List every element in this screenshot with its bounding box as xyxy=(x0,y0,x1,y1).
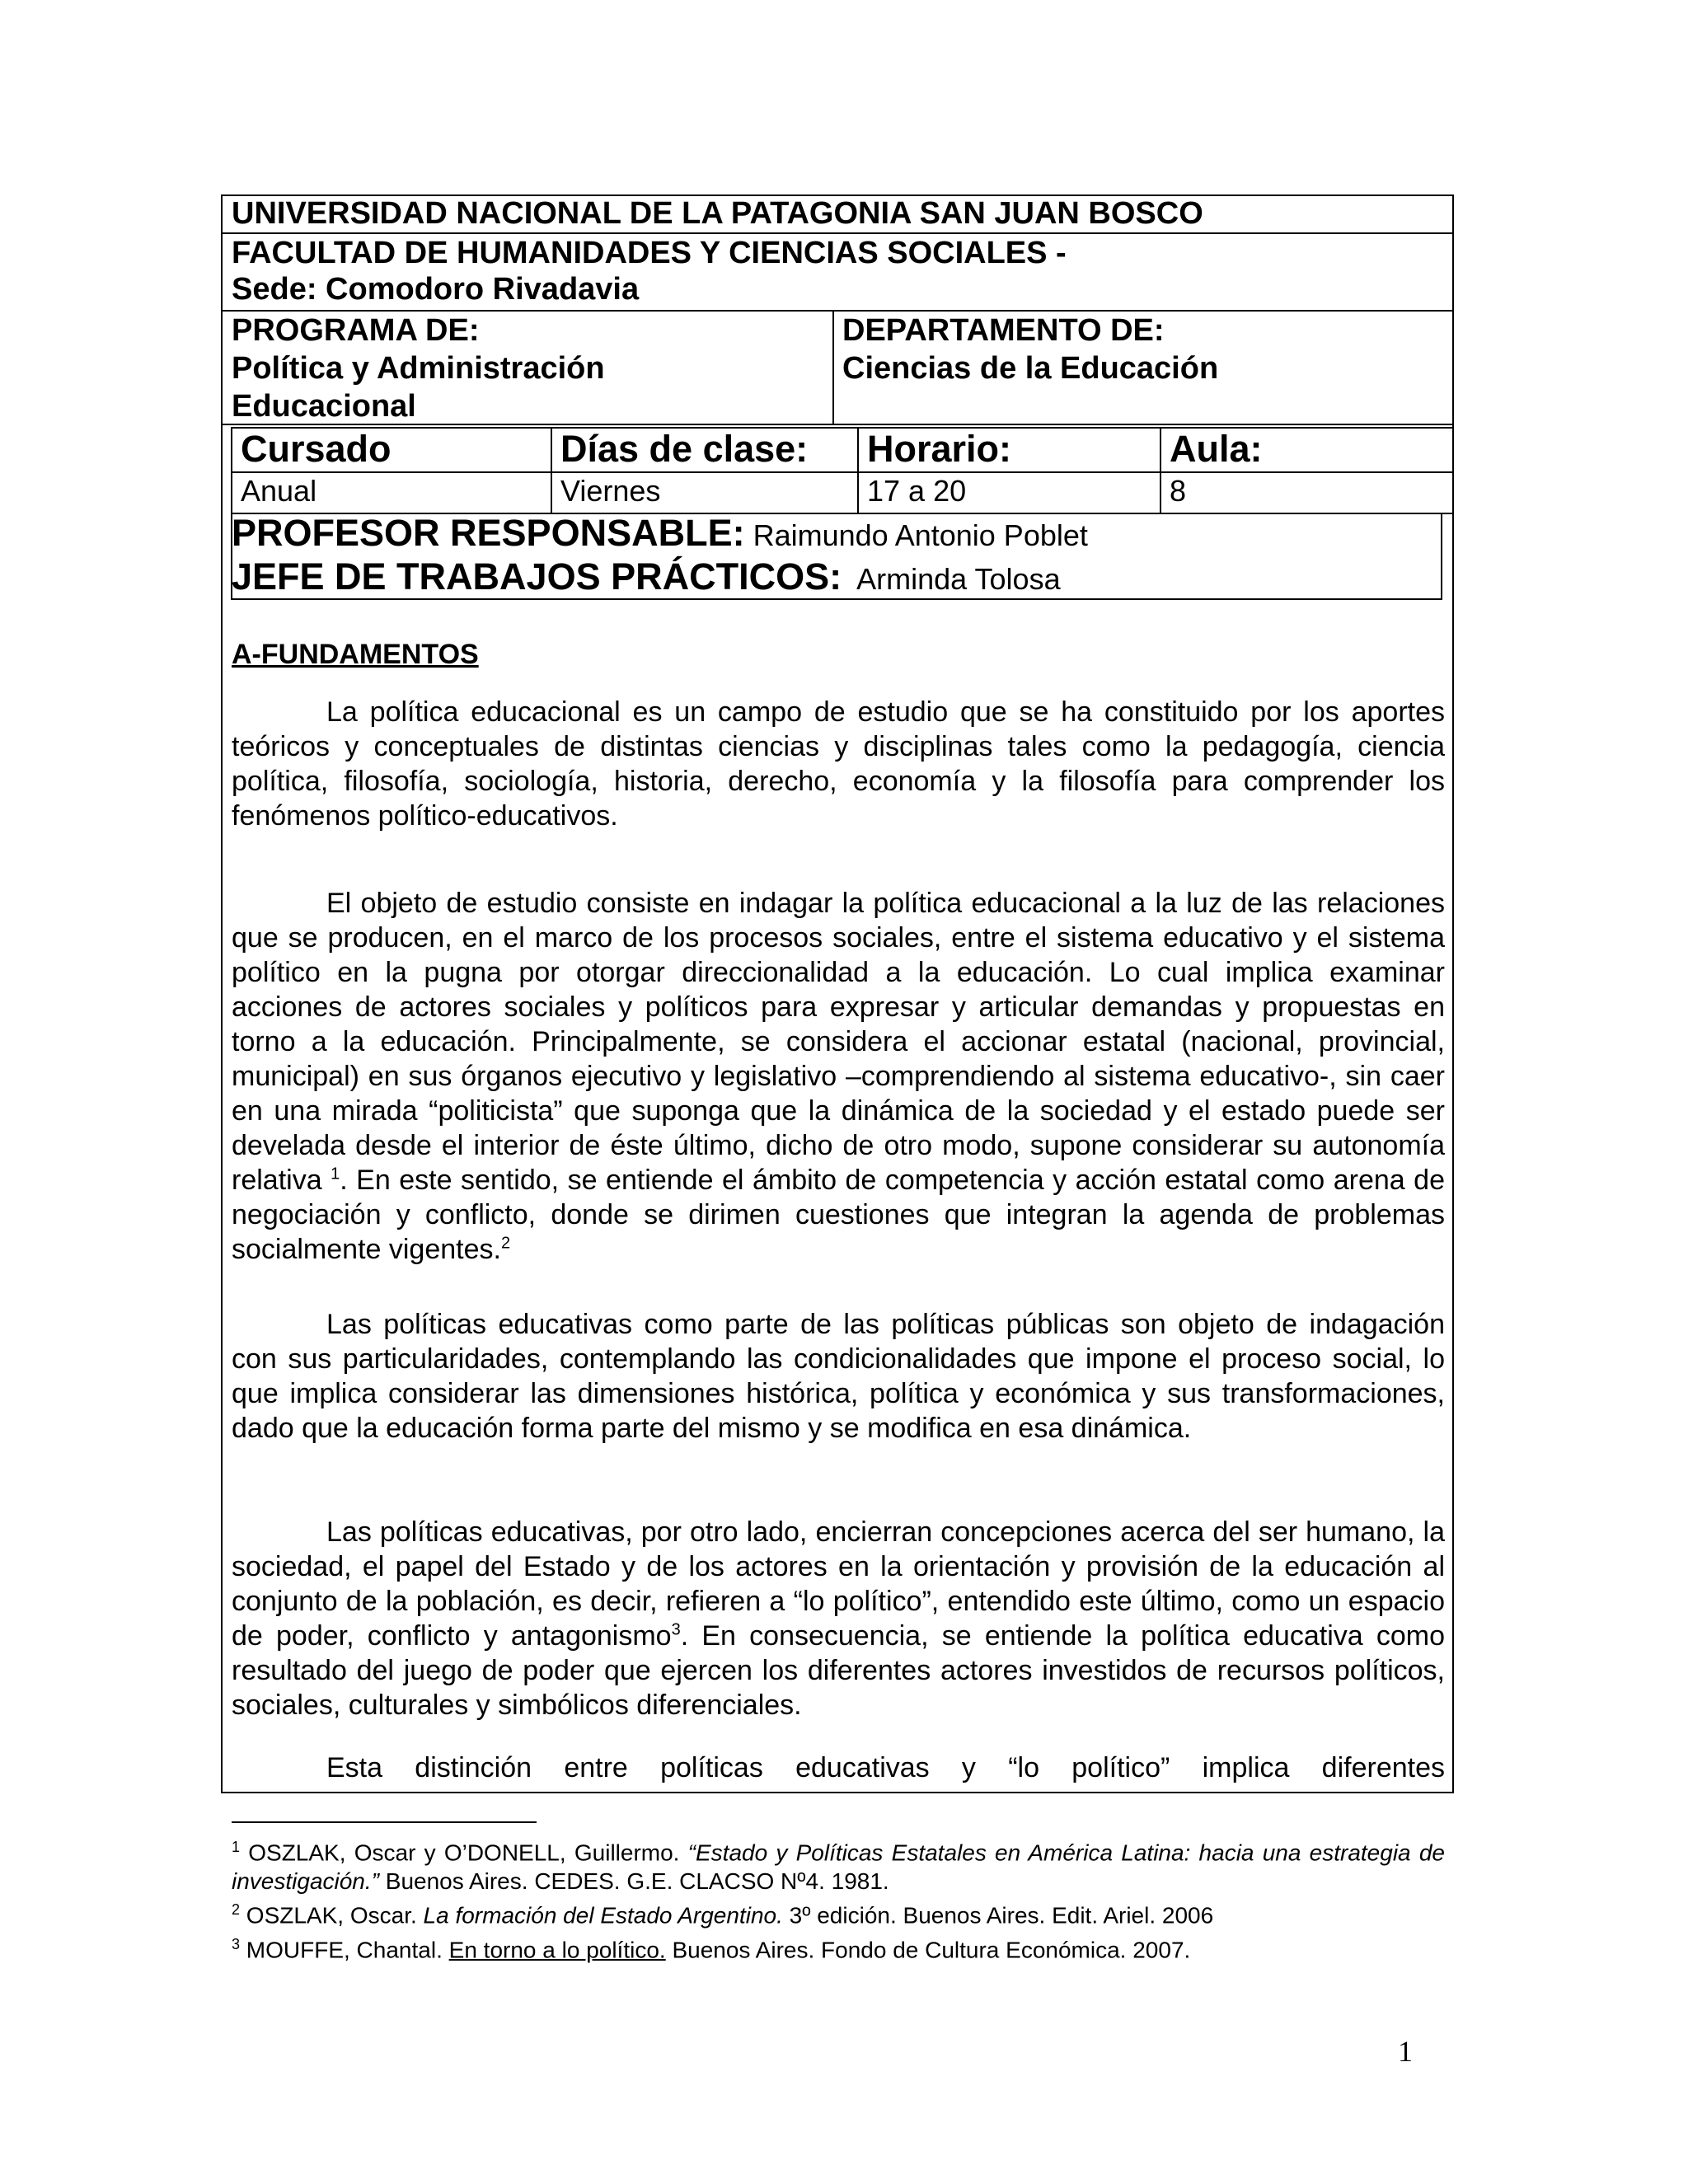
divider xyxy=(857,427,859,514)
schedule-value-aula: 8 xyxy=(1170,474,1187,508)
footnote-ref-1: 1 xyxy=(331,1165,340,1183)
schedule-header-aula: Aula: xyxy=(1170,428,1263,470)
paragraph-2-text-a: El objeto de estudio consiste en indagar la política educacional a la luz de las relaciones que se producen, en el marco de los procesos sociales, entre el sistema educativo y el sistema político en la pugna por otorgar direccionalidad a la educación. Lo cual implica examinar acciones de actores sociales y políticos para expresar y articular demandas y propuestas en torno a la educación. Principalmente, se considera el accionar estatal (nacional, provincial, municipal) en sus órganos ejecutivo y legislativo –comprendiendo al sistema educativo-, sin caer en una mirada “politicista” que suponga que la dinámica de la sociedad y el estado puede ser develada desde el interior de éste último, dicho de otro modo, supone considerar su autonomía relativa xyxy=(232,888,1445,1196)
divider xyxy=(551,427,552,514)
paragraph-1: La política educacional es un campo de estudio que se ha constituido por los aportes teóricos y conceptuales de distintas ciencias y disciplinas tales como la pedagogía, ciencia política, filosofía, sociología, historia, derecho, economía y la filosofía para comprender los fenómenos político-educativos. xyxy=(232,696,1445,832)
footnote-3-publisher: Buenos Aires. Fondo de Cultura Económica. 2007. xyxy=(665,1936,1191,1962)
footnote-3 xyxy=(232,1930,1445,1964)
footnote-1-number: 1 xyxy=(232,1839,241,1855)
footnotes xyxy=(232,1833,1445,1964)
footnote-1-title: “Estado y Políticas Estatales en América Latina: hacia una estrategia de investigación.” xyxy=(232,1840,1445,1895)
programa-label: PROGRAMA DE: xyxy=(232,313,480,348)
schedule-value-dias: Viernes xyxy=(560,474,661,508)
footnote-2-title: La formación del Estado Argentino. xyxy=(423,1902,783,1929)
jtp-label: JEFE DE TRABAJOS PRÁCTICOS: xyxy=(232,555,842,598)
schedule-header-cursado: Cursado xyxy=(241,428,392,470)
divider xyxy=(231,427,232,514)
footnote-3-author: MOUFFE, Chantal. xyxy=(240,1936,449,1962)
footnote-1-publisher: Buenos Aires. CEDES. G.E. CLACSO Nº4. 1981. xyxy=(378,1868,889,1895)
footnote-ref-3: 3 xyxy=(671,1620,681,1639)
university-name: UNIVERSIDAD NACIONAL DE LA PATAGONIA SAN JUAN BOSCO xyxy=(232,196,1203,231)
divider xyxy=(221,424,1454,425)
schedule-value-cursado: Anual xyxy=(241,474,317,508)
departamento-label: DEPARTAMENTO DE: xyxy=(842,313,1165,348)
paragraph-4 xyxy=(232,1515,1445,1722)
divider xyxy=(231,427,1454,429)
paragraph-2 xyxy=(232,886,1445,1267)
jtp-name: Arminda Tolosa xyxy=(856,562,1061,596)
footnote-1 xyxy=(232,1833,1445,1896)
divider xyxy=(231,471,1454,473)
footnote-2-publisher: 3º edición. Buenos Aires. Edit. Ariel. 2006 xyxy=(782,1902,1214,1929)
departamento-value: Ciencias de la Educación xyxy=(842,351,1219,386)
profesor-label: PROFESOR RESPONSABLE: xyxy=(232,512,745,554)
profesor-name: Raimundo Antonio Poblet xyxy=(753,518,1088,552)
footnote-ref-2: 2 xyxy=(500,1234,511,1253)
paragraph-4-text-a: Las políticas educativas, por otro lado, encierran concepciones acerca del ser humano, la sociedad, el papel del Estado y de los actores en la orientación y provisión de la educación al conjunto de la población, es decir, refieren a “lo político”, entendido este último, como un espacio de poder, conflicto y antagonismo xyxy=(232,1516,1445,1652)
sede-label: Sede: Comodoro Rivadavia xyxy=(232,272,640,307)
footnote-3-title: En torno a lo político. xyxy=(448,1936,666,1962)
jtp-line xyxy=(232,555,1061,602)
profesor-line xyxy=(232,511,1088,558)
paragraph-4-text-b: . En consecuencia, se entiende la política educativa como resultado del juego de poder que ejercen los diferentes actores investidos de recursos políticos, sociales, culturales y simbólicos diferenciales. xyxy=(232,1620,1446,1721)
footnote-separator xyxy=(232,1821,537,1823)
footnote-2-author: OSZLAK, Oscar. xyxy=(240,1902,424,1929)
divider xyxy=(832,310,834,424)
footnote-2 xyxy=(232,1896,1445,1929)
footnote-2-number: 2 xyxy=(232,1901,241,1919)
schedule-value-horario: 17 a 20 xyxy=(867,474,967,508)
paragraph-5: Esta distinción entre políticas educativas y “lo político” implica diferentes xyxy=(326,1752,1445,1783)
paragraph-3: Las políticas educativas como parte de las políticas públicas son objeto de indagación con sus particularidades, contemplando las condicionalidades que impone el proceso social, lo que implica considerar las dimensiones histórica, política y económica y sus transformaciones, dado que la educación forma parte del mismo y se modifica en esa dinámica. xyxy=(232,1309,1445,1444)
footnote-3-number: 3 xyxy=(232,1935,241,1952)
divider xyxy=(1441,513,1442,600)
section-title: A-FUNDAMENTOS xyxy=(232,639,479,670)
footnote-1-author: OSZLAK, Oscar y O’DONELL, Guillermo. xyxy=(240,1840,688,1866)
divider xyxy=(1160,427,1161,514)
schedule-header-dias: Días de clase: xyxy=(560,428,809,470)
page-number: 1 xyxy=(1398,2035,1413,2068)
faculty-name: FACULTAD DE HUMANIDADES Y CIENCIAS SOCIALES - xyxy=(232,236,1067,270)
paragraph-2-text-b: . En este sentido, se entiende el ámbito de competencia y acción estatal como arena de negociación y conflicto, donde se dirimen cuestiones que integran la agenda de problemas socialmente vigentes. xyxy=(232,1165,1445,1265)
programa-value-line1: Política y Administración xyxy=(232,351,605,386)
programa-value-line2: Educacional xyxy=(232,389,416,424)
schedule-header-horario: Horario: xyxy=(867,428,1012,470)
